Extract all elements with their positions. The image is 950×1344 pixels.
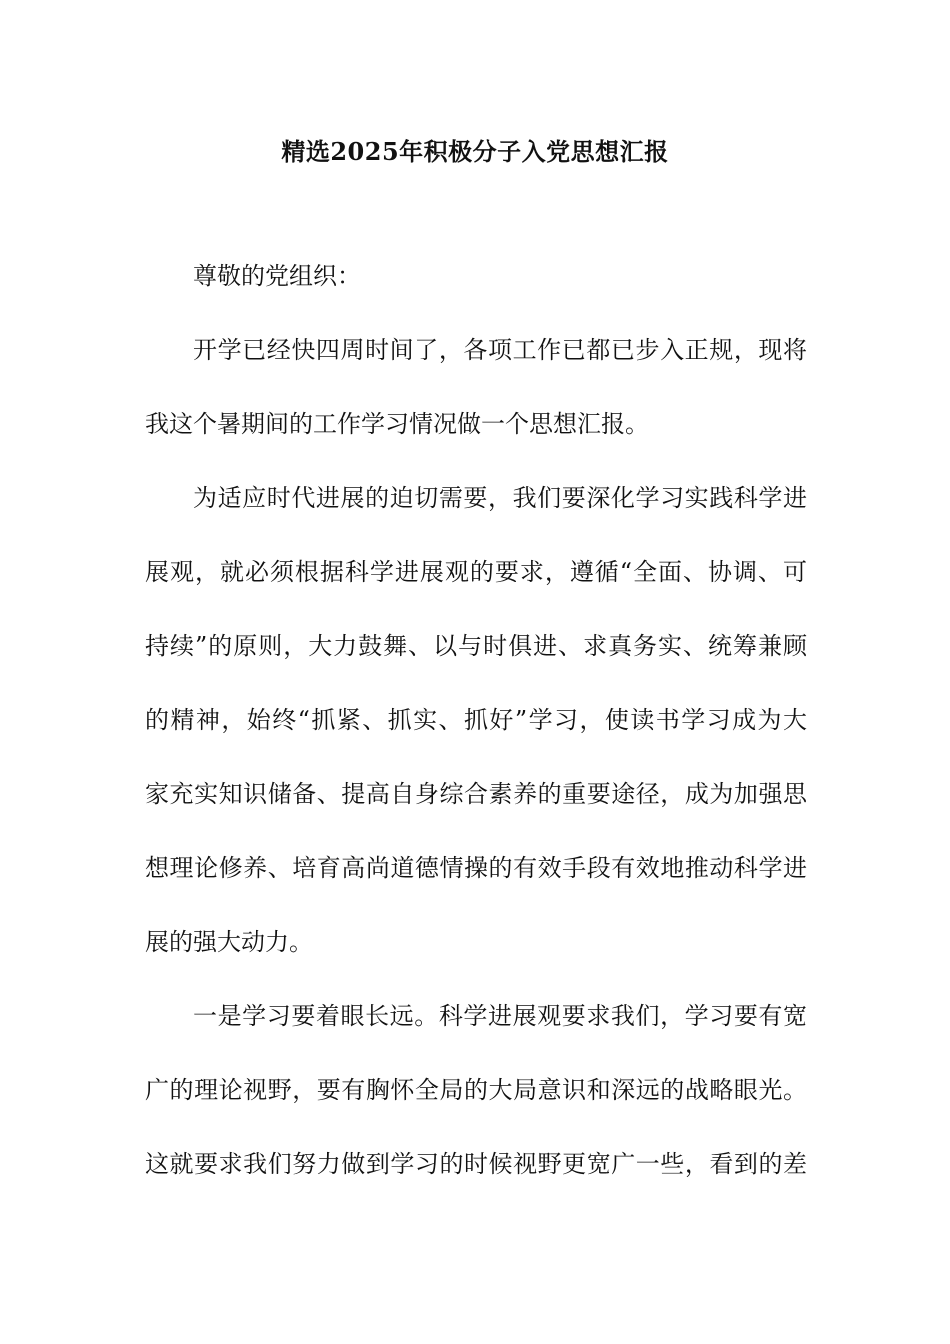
paragraph-line: 开学已经快四周时间了，各项工作已都已步入正规，现将 — [193, 336, 807, 364]
paragraph-line: 一是学习要着眼长远。科学进展观要求我们，学习要有宽 — [193, 1002, 807, 1030]
paragraph-line: 为适应时代进展的迫切需要，我们要深化学习实践科学进 — [193, 484, 807, 512]
paragraph-line: 广的理论视野，要有胸怀全局的大局意识和深远的战略眼光。 — [145, 1076, 807, 1104]
paragraph-line: 我这个暑期间的工作学习情况做一个思想汇报。 — [145, 410, 649, 438]
paragraph-line: 家充实知识储备、提高自身综合素养的重要途径，成为加强思 — [145, 780, 807, 808]
paragraph-line: 展观，就必须根据科学进展观的要求，遵循“全面、协调、可 — [145, 558, 807, 586]
paragraph-line: 展的强大动力。 — [145, 928, 313, 956]
document-title: 精选2025年积极分子入党思想汇报 — [281, 137, 669, 166]
paragraph-line: 这就要求我们努力做到学习的时候视野更宽广一些，看到的差 — [145, 1150, 807, 1178]
salutation: 尊敬的党组织： — [193, 262, 361, 290]
paragraph-line: 的精神，始终“抓紧、抓实、抓好”学习，使读书学习成为大 — [145, 706, 807, 734]
document-body — [145, 256, 807, 1218]
paragraph-line: 持续”的原则，大力鼓舞、以与时俱进、求真务实、统筹兼顾 — [145, 632, 807, 660]
paragraph-line: 想理论修养、培育高尚道德情操的有效手段有效地推动科学进 — [145, 854, 807, 882]
